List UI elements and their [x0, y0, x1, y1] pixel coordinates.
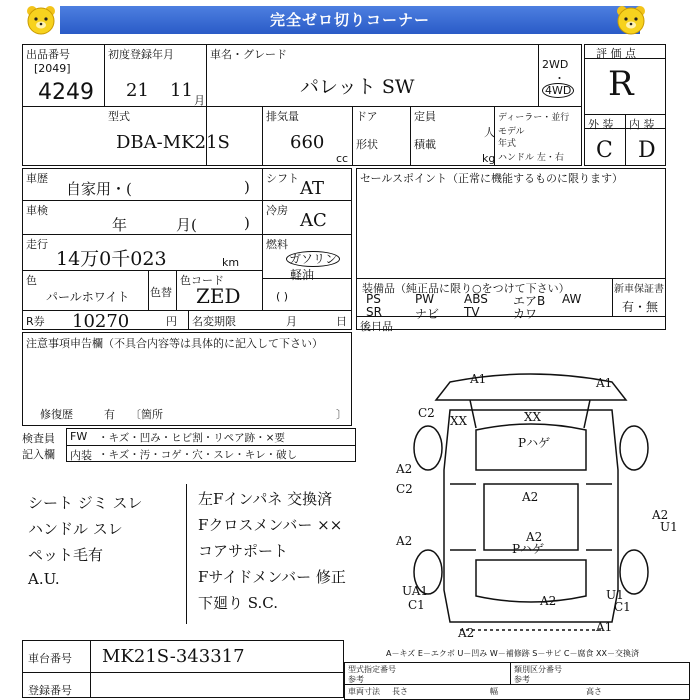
bear-mascot-icon [614, 3, 648, 37]
lot-number: 4249 [38, 80, 94, 105]
color-label: 色 [26, 274, 37, 287]
name-change-day: 日 [336, 315, 347, 328]
door-label: ドア [356, 110, 378, 123]
equipment-item: AW [562, 292, 582, 306]
damage-mark: A2 [396, 462, 413, 476]
equipment-item: カワ [513, 307, 538, 321]
dealer-line3: 年式 [498, 139, 517, 149]
equipment-item: エアB [513, 294, 546, 308]
damage-mark: UA1 [402, 584, 429, 598]
remark-left-line: シート ジミ スレ [28, 494, 143, 512]
equipment-item: ABS [464, 292, 488, 306]
ref-label: 参考 [348, 675, 364, 684]
int-grade: D [638, 138, 656, 163]
grade-label: 評 価 点 [596, 47, 636, 60]
equipment-item: SR [366, 305, 382, 319]
damage-mark: A2 [526, 530, 543, 544]
damage-mark: A1 [596, 620, 613, 634]
dealer-line1: ディーラー・並行 [498, 113, 570, 123]
damage-mark: A2 [458, 626, 475, 640]
remark-left-line: A.U. [28, 570, 60, 588]
color-code: ZED [196, 284, 241, 308]
aircon-label: 冷房 [266, 204, 288, 217]
name-change-label: 名変期限 [192, 315, 236, 328]
damage-mark: Pハゲ [512, 542, 545, 556]
color-change-label: 色替 [150, 286, 172, 299]
shift-label: シフト [266, 172, 299, 185]
capacity-label: 定員 [414, 110, 436, 123]
damage-mark: C1 [614, 600, 631, 614]
lot-label: 出品番号 [26, 48, 70, 61]
ref2-label: 参考 [514, 675, 530, 684]
naisou-label: 内装 [70, 449, 92, 462]
ext-label: 外 装 [588, 118, 614, 131]
load-unit: kg [482, 152, 496, 165]
damage-mark: A2 [652, 508, 669, 522]
lot-sub: [2049] [34, 62, 71, 75]
car-name-label: 車名・グレード [210, 48, 287, 61]
registration-label: 登録番号 [28, 684, 72, 697]
remark-right-line: 左Fインパネ 交換済 [198, 490, 333, 508]
use-close: ) [244, 178, 250, 196]
chassis-value: MK21S-343317 [102, 646, 245, 667]
load-label: 積載 [414, 138, 436, 151]
damage-mark: A2 [396, 534, 413, 548]
damage-mark: C1 [408, 598, 425, 612]
first-reg-year: 21 [126, 80, 149, 101]
repair-value: 有 [104, 408, 115, 421]
fuel-gas: ガソリン [286, 250, 340, 267]
damage-mark: A1 [596, 376, 613, 390]
aircon-value: AC [300, 210, 327, 231]
sales-point-label: セールスポイント（正常に機能するものに限ります） [360, 172, 624, 185]
damage-mark: Pハゲ [518, 436, 551, 450]
sales-point-box [356, 168, 666, 330]
mileage-value: 14万0千023 [56, 248, 167, 270]
bear-mascot-icon [24, 3, 58, 37]
int-label: 内 装 [629, 118, 655, 131]
type-label: 型式指定番号 [348, 665, 396, 674]
class-label: 類別区分番号 [514, 665, 562, 674]
damage-mark: XX [524, 410, 542, 424]
drive-4wd: 4WD [542, 84, 574, 97]
recycle-value: 10270 [72, 311, 130, 332]
equipment-item: PW [415, 292, 435, 306]
inspector-label: 検査員 [22, 432, 55, 445]
damage-mark: C2 [396, 482, 413, 496]
remark-left-line: ハンドル スレ [28, 520, 123, 538]
remark-right-line: Fサイドメンバー 修正 [198, 568, 346, 586]
shift-value: AT [300, 178, 325, 199]
wid-label: 幅 [490, 687, 498, 696]
damage-mark: XX [450, 414, 468, 428]
color-value: パールホワイト [46, 290, 130, 304]
recycle-label: R券 [26, 315, 45, 328]
dealer-line2: モデル [498, 127, 525, 137]
damage-mark: A2 [540, 594, 557, 608]
first-reg-month: 11 [170, 80, 193, 101]
displacement-value: 660 [290, 132, 325, 153]
fw-items: ・キズ・凹み・ヒビ割・リペア跡・×要 [98, 432, 285, 444]
repair-label: 修復歴 [40, 408, 73, 421]
dealer-line4: ハンドル 左・右 [498, 153, 564, 163]
grade-value: R [608, 64, 634, 104]
use-label: 車歴 [26, 172, 48, 185]
displacement-unit: cc [336, 152, 349, 165]
remark-right-line: Fクロスメンバー ×× [198, 516, 343, 534]
mileage-label: 走行 [26, 238, 48, 251]
inspection-label: 車検 [26, 204, 48, 217]
inspection-year: 年 [112, 216, 128, 234]
diagram-legend: A－キズ E－エクボ U－凹み W－補修跡 S－サビ C－腐食 XX－交換済 [386, 649, 640, 658]
len-label: 長さ [392, 687, 408, 696]
fuel-label: 燃料 [266, 238, 288, 251]
inspection-month: 月( [176, 216, 197, 234]
fuel-diesel: 軽油 [290, 268, 315, 282]
drive-2wd: 2WD [542, 58, 569, 71]
fw-label: FW [70, 430, 88, 443]
model-label: 型式 [108, 110, 130, 123]
warranty-value: 有・無 [622, 300, 659, 314]
drive-dot: ・ [554, 72, 565, 85]
inspection-close: ) [244, 214, 250, 232]
car-name: パレット SW [300, 76, 415, 98]
displacement-label: 排気量 [266, 110, 299, 123]
warranty-label: 新車保証書 [614, 284, 664, 295]
use-value: 自家用・( [66, 180, 132, 198]
damage-mark: A2 [522, 490, 539, 504]
door-form-label: 形状 [356, 138, 378, 151]
first-reg-label: 初度登録年月 [108, 48, 174, 61]
chassis-label: 車台番号 [28, 652, 72, 665]
model-value: DBA-MK21S [116, 132, 230, 153]
header-title: 完全ゼロ切りコーナー [60, 6, 640, 34]
damage-mark: C2 [418, 406, 435, 420]
equipment-item: ナビ [415, 307, 440, 321]
equipment-label: 装備品（純正品に限り○をつけて下さい） [362, 282, 570, 295]
first-reg-month-unit: 月 [194, 94, 205, 107]
naisou-items: ・キズ・汚・コゲ・穴・スレ・キレ・破し [98, 449, 298, 461]
damage-mark: A1 [470, 372, 487, 386]
ext-grade: C [596, 138, 613, 163]
repair-bracket: 〔箇所 [130, 408, 163, 421]
entry-label: 記入欄 [22, 448, 55, 461]
capacity-unit: 人 [484, 126, 495, 139]
remark-right-line: 下廻り S.C. [198, 594, 278, 612]
damage-mark: U1 [660, 520, 678, 534]
fuel-paren: ( ) [276, 290, 289, 303]
remark-left-line: ペット毛有 [28, 546, 104, 564]
header [0, 0, 700, 40]
mileage-unit: km [222, 256, 240, 269]
color-code-label: 色コード [180, 274, 224, 287]
size-label: 車両寸法 [348, 687, 380, 696]
damage-mark: U1 [606, 588, 624, 602]
recycle-unit: 円 [166, 315, 177, 328]
remark-right-line: コアサポート [198, 542, 289, 560]
name-change-month: 月 [286, 315, 297, 328]
hgt-label: 高さ [586, 687, 602, 696]
repair-close: 〕 [336, 408, 347, 421]
equipment-item: PS [366, 292, 381, 306]
equipment-item: TV [464, 305, 480, 319]
notes-label: 注意事項申告欄（不具合内容等は具体的に記入して下さい） [26, 337, 323, 350]
after-date-label: 後日品 [360, 320, 393, 333]
